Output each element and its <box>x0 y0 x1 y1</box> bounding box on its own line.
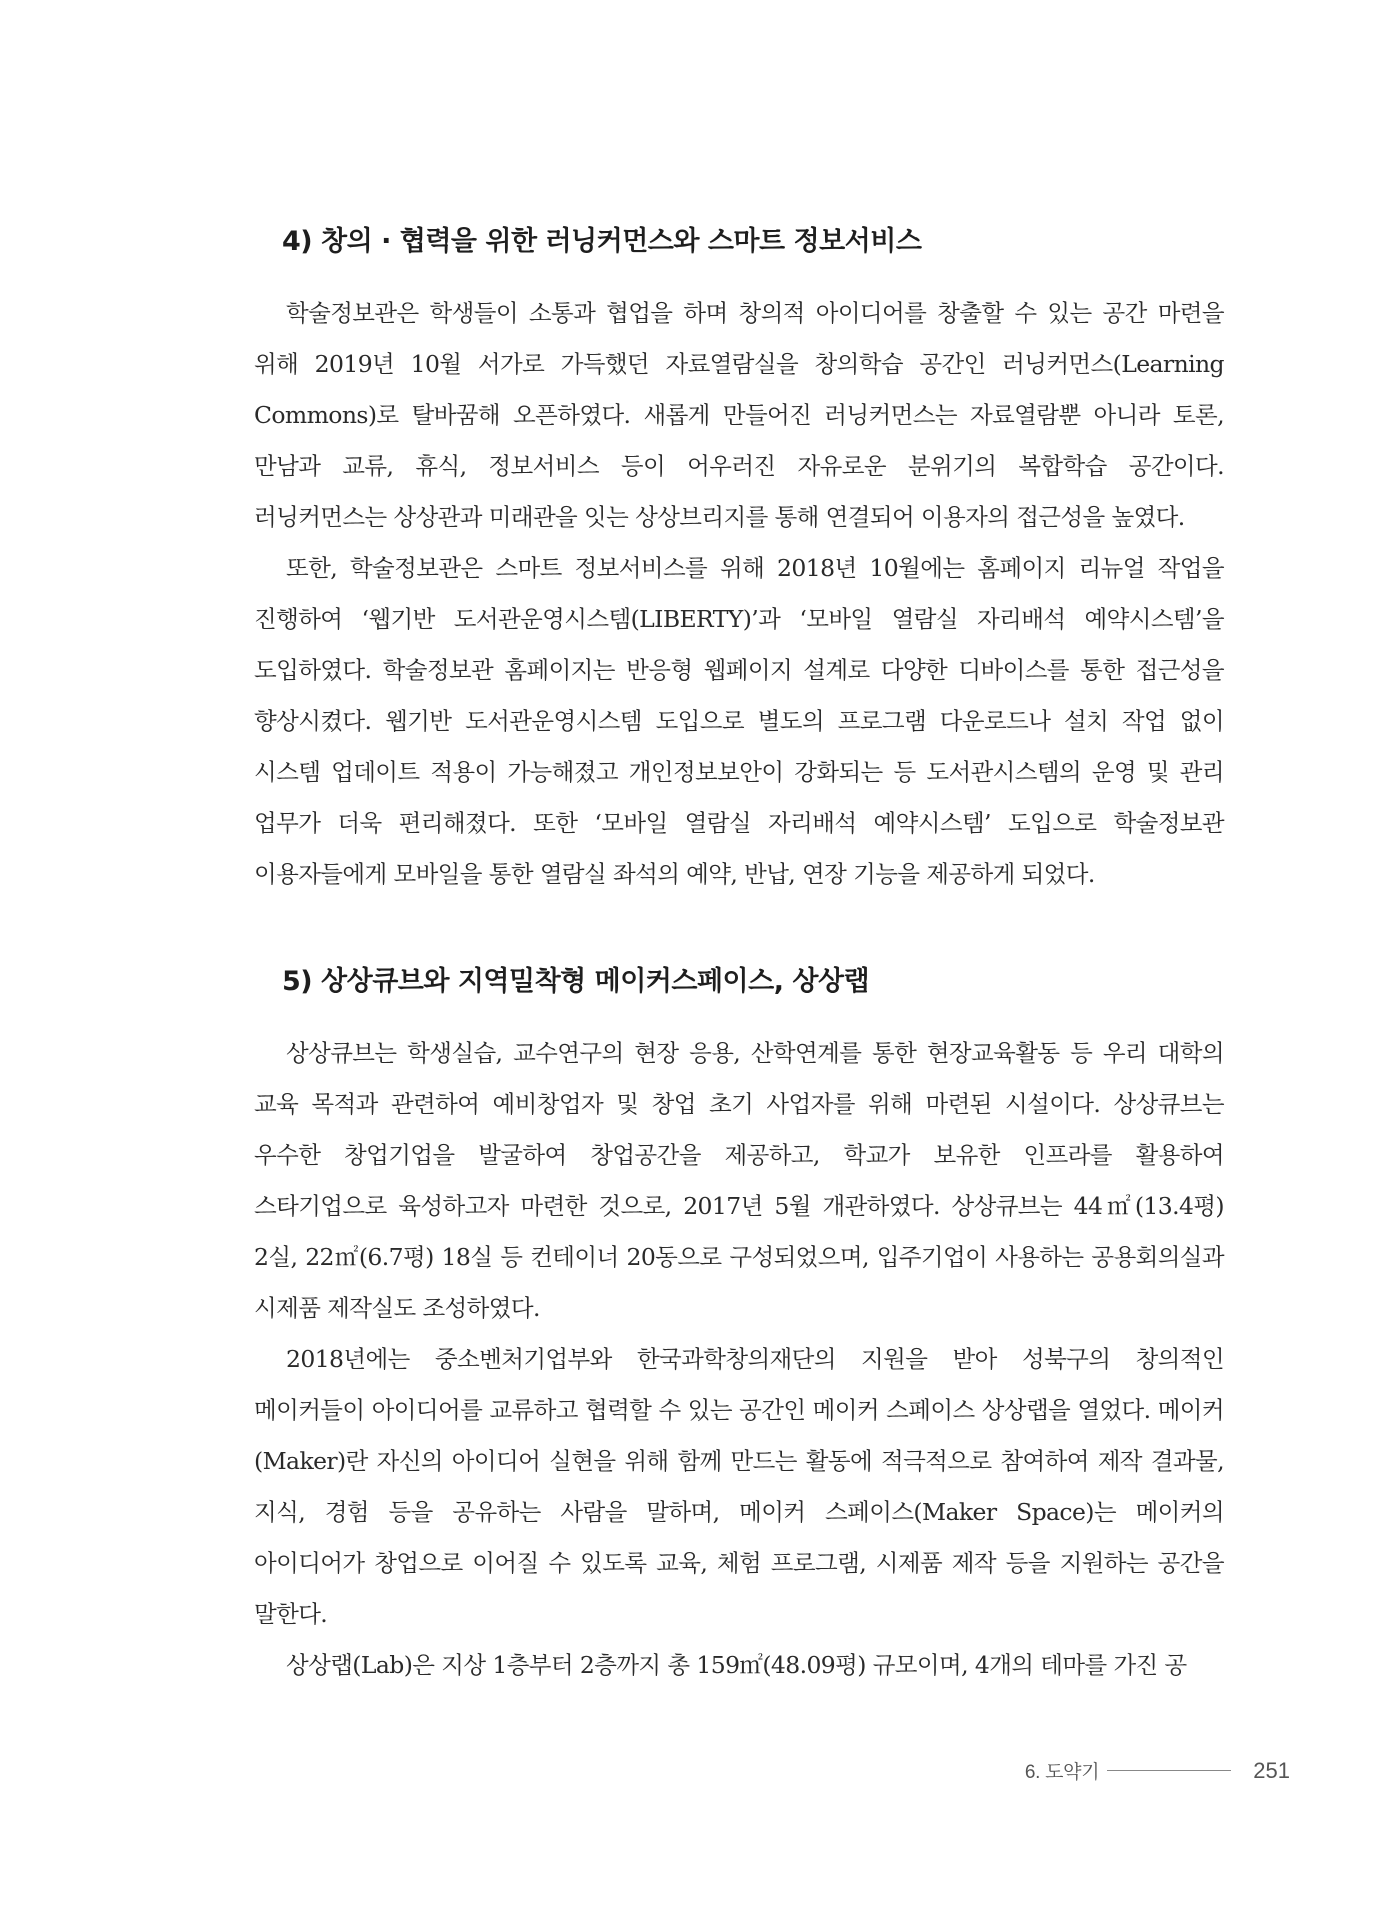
page-number: 251 <box>1253 1757 1290 1783</box>
footer-divider <box>1107 1770 1231 1771</box>
paragraph: 2018년에는 중소벤처기업부와 한국과학창의재단의 지원을 받아 성북구의 창의적인 메이커들이 아이디어를 교류하고 협력할 수 있는 공간인 메이커 스페이스 상상랩을 열었다. 메이커(Maker)란 자신의 아이디어 실현을 위해 함께 만드는 활동에 적극적으로 참여하여 제작 결과물, 지식, 경험 등을 공유하는 사람을 말하며, 메이커 스페이스(Maker Space)는 메이커의 아이디어가 창업으로 이어질 수 있도록 교육, 체험 프로그램, 시제품 제작 등을 지원하는 공간을 말한다. <box>254 1345 1224 1628</box>
section-makerspace <box>254 962 1224 1691</box>
paragraph: 또한, 학술정보관은 스마트 정보서비스를 위해 2018년 10월에는 홈페이지 리뉴얼 작업을 진행하여 ‘웹기반 도서관운영시스템(LIBERTY)’과 ‘모바일 열람실 자리배석 예약시스템’을 도입하였다. 학술정보관 홈페이지는 반응형 웹페이지 설계로 다양한 디바이스를 통한 접근성을 향상시켰다. 웹기반 도서관운영시스템 도입으로 별도의 프로그램 다운로드나 설치 작업 없이 시스템 업데이트 적용이 가능해졌고 개인정보보안이 강화되는 등 도서관시스템의 운영 및 관리 업무가 더욱 편리해졌다. 또한 ‘모바일 열람실 자리배석 예약시스템’ 도입으로 학술정보관 이용자들에게 모바일을 통한 열람실 좌석의 예약, 반납, 연장 기능을 제공하게 되었다. <box>254 554 1224 888</box>
section-learning-commons <box>254 222 1224 900</box>
footer-chapter-label: 6. 도약기 <box>1024 1762 1100 1783</box>
page-footer <box>1025 1757 1290 1784</box>
paragraph: 상상랩(Lab)은 지상 1층부터 2층까지 총 159㎡(48.09평) 규모이며, 4개의 테마를 가진 공 <box>286 1651 1187 1679</box>
section-heading: 5) 상상큐브와 지역밀착형 메이커스페이스, 상상랩 <box>282 966 870 997</box>
paragraph: 상상큐브는 학생실습, 교수연구의 현장 응용, 산학연계를 통한 현장교육활동 등 우리 대학의 교육 목적과 관련하여 예비창업자 및 창업 초기 사업자를 위해 마련된 시설이다. 상상큐브는 우수한 창업기업을 발굴하여 창업공간을 제공하고, 학교가 보유한 인프라를 활용하여 스타기업으로 육성하고자 마련한 것으로, 2017년 5월 개관하였다. 상상큐브는 44㎡(13.4평) 2실, 22㎡(6.7평) 18실 등 컨테이너 20동으로 구성되었으며, 입주기업이 사용하는 공용회의실과 시제품 제작실도 조성하였다. <box>254 1039 1224 1322</box>
section-heading: 4) 창의 · 협력을 위한 러닝커먼스와 스마트 정보서비스 <box>282 226 922 257</box>
page-body <box>254 222 1224 1691</box>
paragraph: 학술정보관은 학생들이 소통과 협업을 하며 창의적 아이디어를 창출할 수 있는 공간 마련을 위해 2019년 10월 서가로 가득했던 자료열람실을 창의학습 공간인 러닝커먼스(Learning Commons)로 탈바꿈해 오픈하였다. 새롭게 만들어진 러닝커먼스는 자료열람뿐 아니라 토론, 만남과 교류, 휴식, 정보서비스 등이 어우러진 자유로운 분위기의 복합학습 공간이다. 러닝커먼스는 상상관과 미래관을 잇는 상상브리지를 통해 연결되어 이용자의 접근성을 높였다. <box>254 299 1224 531</box>
